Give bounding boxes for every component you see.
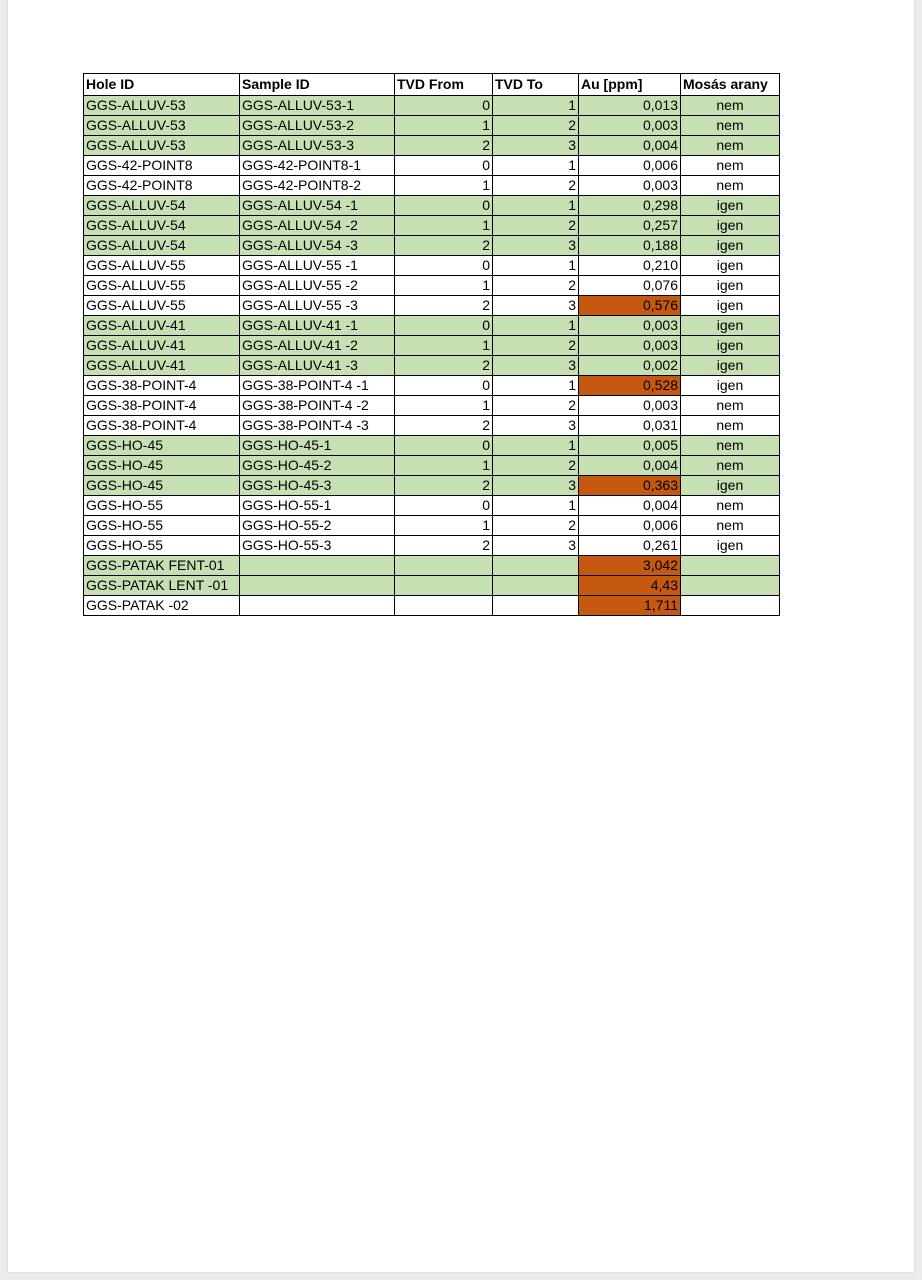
cell-au-ppm: 0,576 [579, 296, 681, 316]
cell-hole-id: GGS-HO-55 [84, 496, 240, 516]
cell-au-ppm: 0,031 [579, 416, 681, 436]
cell-tvd-from [395, 576, 493, 596]
cell-au-ppm: 0,298 [579, 196, 681, 216]
table-row [84, 116, 780, 136]
cell-sample-id: GGS-HO-45-1 [240, 436, 395, 456]
document-page [8, 0, 914, 1272]
cell-mosas-arany [681, 576, 780, 596]
cell-hole-id: GGS-PATAK LENT -01 [84, 576, 240, 596]
cell-au-ppm: 0,006 [579, 516, 681, 536]
cell-mosas-arany: igen [681, 196, 780, 216]
table-row [84, 236, 780, 256]
cell-mosas-arany [681, 556, 780, 576]
cell-sample-id: GGS-38-POINT-4 -2 [240, 396, 395, 416]
cell-tvd-from: 1 [395, 216, 493, 236]
table-header [84, 74, 780, 96]
cell-tvd-to [493, 576, 579, 596]
table-row [84, 96, 780, 116]
cell-mosas-arany: nem [681, 456, 780, 476]
cell-au-ppm: 0,257 [579, 216, 681, 236]
cell-tvd-to: 1 [493, 96, 579, 116]
cell-sample-id: GGS-ALLUV-41 -1 [240, 316, 395, 336]
cell-hole-id: GGS-ALLUV-41 [84, 316, 240, 336]
cell-tvd-to: 1 [493, 156, 579, 176]
cell-sample-id: GGS-42-POINT8-2 [240, 176, 395, 196]
cell-hole-id: GGS-HO-45 [84, 456, 240, 476]
cell-hole-id: GGS-ALLUV-41 [84, 336, 240, 356]
cell-tvd-from: 0 [395, 496, 493, 516]
cell-hole-id: GGS-HO-45 [84, 476, 240, 496]
table-row [84, 476, 780, 496]
table-row [84, 396, 780, 416]
cell-tvd-from: 1 [395, 116, 493, 136]
cell-tvd-from: 0 [395, 436, 493, 456]
cell-tvd-to: 3 [493, 476, 579, 496]
table-row [84, 156, 780, 176]
cell-au-ppm: 0,004 [579, 456, 681, 476]
cell-sample-id: GGS-ALLUV-54 -1 [240, 196, 395, 216]
cell-sample-id: GGS-38-POINT-4 -1 [240, 376, 395, 396]
cell-sample-id [240, 596, 395, 616]
cell-sample-id: GGS-ALLUV-41 -2 [240, 336, 395, 356]
header-hole-id: Hole ID [84, 74, 240, 96]
table-row [84, 316, 780, 336]
cell-au-ppm: 0,261 [579, 536, 681, 556]
header-row [84, 74, 780, 96]
cell-tvd-to: 3 [493, 236, 579, 256]
cell-mosas-arany: nem [681, 96, 780, 116]
cell-hole-id: GGS-ALLUV-55 [84, 276, 240, 296]
cell-tvd-from: 0 [395, 96, 493, 116]
cell-au-ppm: 0,363 [579, 476, 681, 496]
table-row [84, 556, 780, 576]
cell-mosas-arany: igen [681, 256, 780, 276]
cell-tvd-from: 1 [395, 516, 493, 536]
cell-mosas-arany: igen [681, 276, 780, 296]
cell-hole-id: GGS-ALLUV-53 [84, 116, 240, 136]
cell-au-ppm: 1,711 [579, 596, 681, 616]
cell-tvd-to: 2 [493, 216, 579, 236]
cell-sample-id: GGS-HO-55-3 [240, 536, 395, 556]
cell-mosas-arany: nem [681, 396, 780, 416]
cell-hole-id: GGS-ALLUV-55 [84, 256, 240, 276]
cell-hole-id: GGS-PATAK FENT-01 [84, 556, 240, 576]
cell-hole-id: GGS-38-POINT-4 [84, 416, 240, 436]
cell-au-ppm: 0,528 [579, 376, 681, 396]
cell-tvd-from: 2 [395, 236, 493, 256]
cell-au-ppm: 0,188 [579, 236, 681, 256]
cell-au-ppm: 3,042 [579, 556, 681, 576]
cell-mosas-arany: nem [681, 416, 780, 436]
header-mosas-arany: Mosás arany [681, 74, 780, 96]
cell-tvd-to: 2 [493, 276, 579, 296]
cell-sample-id: GGS-HO-45-2 [240, 456, 395, 476]
cell-hole-id: GGS-HO-55 [84, 536, 240, 556]
cell-tvd-to: 1 [493, 376, 579, 396]
cell-sample-id: GGS-ALLUV-54 -3 [240, 236, 395, 256]
table-row [84, 416, 780, 436]
cell-tvd-from: 0 [395, 196, 493, 216]
cell-tvd-to: 1 [493, 196, 579, 216]
cell-mosas-arany: nem [681, 176, 780, 196]
cell-hole-id: GGS-HO-45 [84, 436, 240, 456]
cell-mosas-arany: igen [681, 316, 780, 336]
cell-sample-id: GGS-ALLUV-55 -1 [240, 256, 395, 276]
cell-tvd-to [493, 556, 579, 576]
cell-tvd-to: 3 [493, 296, 579, 316]
table-row [84, 356, 780, 376]
cell-tvd-from: 2 [395, 416, 493, 436]
cell-tvd-from: 0 [395, 256, 493, 276]
cell-tvd-to: 2 [493, 176, 579, 196]
cell-mosas-arany: igen [681, 236, 780, 256]
table-row [84, 216, 780, 236]
table-row [84, 496, 780, 516]
cell-au-ppm: 0,013 [579, 96, 681, 116]
cell-mosas-arany: nem [681, 516, 780, 536]
cell-hole-id: GGS-38-POINT-4 [84, 396, 240, 416]
cell-hole-id: GGS-38-POINT-4 [84, 376, 240, 396]
cell-tvd-to: 3 [493, 136, 579, 156]
cell-sample-id: GGS-HO-45-3 [240, 476, 395, 496]
cell-mosas-arany: igen [681, 216, 780, 236]
cell-sample-id: GGS-42-POINT8-1 [240, 156, 395, 176]
cell-tvd-to: 3 [493, 536, 579, 556]
cell-tvd-from: 1 [395, 176, 493, 196]
cell-mosas-arany: igen [681, 296, 780, 316]
cell-sample-id [240, 576, 395, 596]
cell-tvd-from: 2 [395, 136, 493, 156]
cell-mosas-arany: nem [681, 436, 780, 456]
cell-au-ppm: 0,002 [579, 356, 681, 376]
cell-tvd-from: 0 [395, 376, 493, 396]
cell-mosas-arany: igen [681, 536, 780, 556]
cell-tvd-to: 1 [493, 316, 579, 336]
table-row [84, 296, 780, 316]
cell-au-ppm: 0,003 [579, 396, 681, 416]
cell-hole-id: GGS-42-POINT8 [84, 156, 240, 176]
cell-tvd-from: 2 [395, 536, 493, 556]
cell-tvd-to: 2 [493, 456, 579, 476]
cell-mosas-arany: nem [681, 116, 780, 136]
cell-tvd-to: 2 [493, 396, 579, 416]
cell-tvd-from: 2 [395, 356, 493, 376]
cell-hole-id: GGS-ALLUV-54 [84, 216, 240, 236]
cell-hole-id: GGS-ALLUV-54 [84, 236, 240, 256]
cell-au-ppm: 0,005 [579, 436, 681, 456]
cell-sample-id: GGS-ALLUV-53-3 [240, 136, 395, 156]
cell-hole-id: GGS-ALLUV-53 [84, 96, 240, 116]
cell-au-ppm: 0,210 [579, 256, 681, 276]
cell-au-ppm: 0,003 [579, 176, 681, 196]
cell-tvd-to: 3 [493, 356, 579, 376]
table-row [84, 176, 780, 196]
cell-sample-id: GGS-ALLUV-55 -3 [240, 296, 395, 316]
cell-sample-id [240, 556, 395, 576]
cell-tvd-to: 2 [493, 516, 579, 536]
table-row [84, 376, 780, 396]
cell-sample-id: GGS-ALLUV-53-1 [240, 96, 395, 116]
table-row [84, 196, 780, 216]
cell-sample-id: GGS-ALLUV-41 -3 [240, 356, 395, 376]
au-sample-table [83, 73, 780, 616]
table-row [84, 576, 780, 596]
cell-sample-id: GGS-ALLUV-54 -2 [240, 216, 395, 236]
cell-au-ppm: 0,003 [579, 336, 681, 356]
cell-hole-id: GGS-ALLUV-41 [84, 356, 240, 376]
table-row [84, 336, 780, 356]
cell-mosas-arany [681, 596, 780, 616]
cell-sample-id: GGS-HO-55-2 [240, 516, 395, 536]
cell-tvd-from: 1 [395, 276, 493, 296]
table-row [84, 516, 780, 536]
cell-au-ppm: 0,003 [579, 116, 681, 136]
cell-au-ppm: 0,004 [579, 136, 681, 156]
table-row [84, 596, 780, 616]
cell-au-ppm: 4,43 [579, 576, 681, 596]
table-body [84, 96, 780, 616]
cell-tvd-from: 2 [395, 476, 493, 496]
cell-tvd-from [395, 556, 493, 576]
cell-hole-id: GGS-HO-55 [84, 516, 240, 536]
table-row [84, 536, 780, 556]
cell-hole-id: GGS-PATAK -02 [84, 596, 240, 616]
cell-mosas-arany: nem [681, 136, 780, 156]
cell-tvd-from: 1 [395, 396, 493, 416]
cell-au-ppm: 0,004 [579, 496, 681, 516]
cell-tvd-to: 3 [493, 416, 579, 436]
cell-tvd-to: 1 [493, 496, 579, 516]
cell-mosas-arany: igen [681, 336, 780, 356]
cell-tvd-from [395, 596, 493, 616]
cell-tvd-from: 0 [395, 156, 493, 176]
cell-au-ppm: 0,003 [579, 316, 681, 336]
cell-au-ppm: 0,006 [579, 156, 681, 176]
cell-mosas-arany: nem [681, 156, 780, 176]
cell-tvd-to: 2 [493, 336, 579, 356]
cell-tvd-from: 2 [395, 296, 493, 316]
header-sample-id: Sample ID [240, 74, 395, 96]
cell-tvd-to: 1 [493, 436, 579, 456]
cell-tvd-from: 0 [395, 316, 493, 336]
cell-sample-id: GGS-ALLUV-53-2 [240, 116, 395, 136]
header-tvd-from: TVD From [395, 74, 493, 96]
cell-mosas-arany: igen [681, 356, 780, 376]
cell-tvd-to: 1 [493, 256, 579, 276]
cell-mosas-arany: igen [681, 376, 780, 396]
cell-hole-id: GGS-ALLUV-55 [84, 296, 240, 316]
cell-tvd-to [493, 596, 579, 616]
table-row [84, 436, 780, 456]
cell-hole-id: GGS-42-POINT8 [84, 176, 240, 196]
cell-mosas-arany: nem [681, 496, 780, 516]
cell-sample-id: GGS-ALLUV-55 -2 [240, 276, 395, 296]
table-row [84, 136, 780, 156]
table-row [84, 456, 780, 476]
cell-au-ppm: 0,076 [579, 276, 681, 296]
cell-sample-id: GGS-HO-55-1 [240, 496, 395, 516]
cell-tvd-from: 1 [395, 456, 493, 476]
table-row [84, 256, 780, 276]
cell-tvd-to: 2 [493, 116, 579, 136]
cell-sample-id: GGS-38-POINT-4 -3 [240, 416, 395, 436]
cell-hole-id: GGS-ALLUV-54 [84, 196, 240, 216]
cell-tvd-from: 1 [395, 336, 493, 356]
cell-mosas-arany: igen [681, 476, 780, 496]
header-tvd-to: TVD To [493, 74, 579, 96]
cell-hole-id: GGS-ALLUV-53 [84, 136, 240, 156]
header-au-ppm: Au [ppm] [579, 74, 681, 96]
table-row [84, 276, 780, 296]
